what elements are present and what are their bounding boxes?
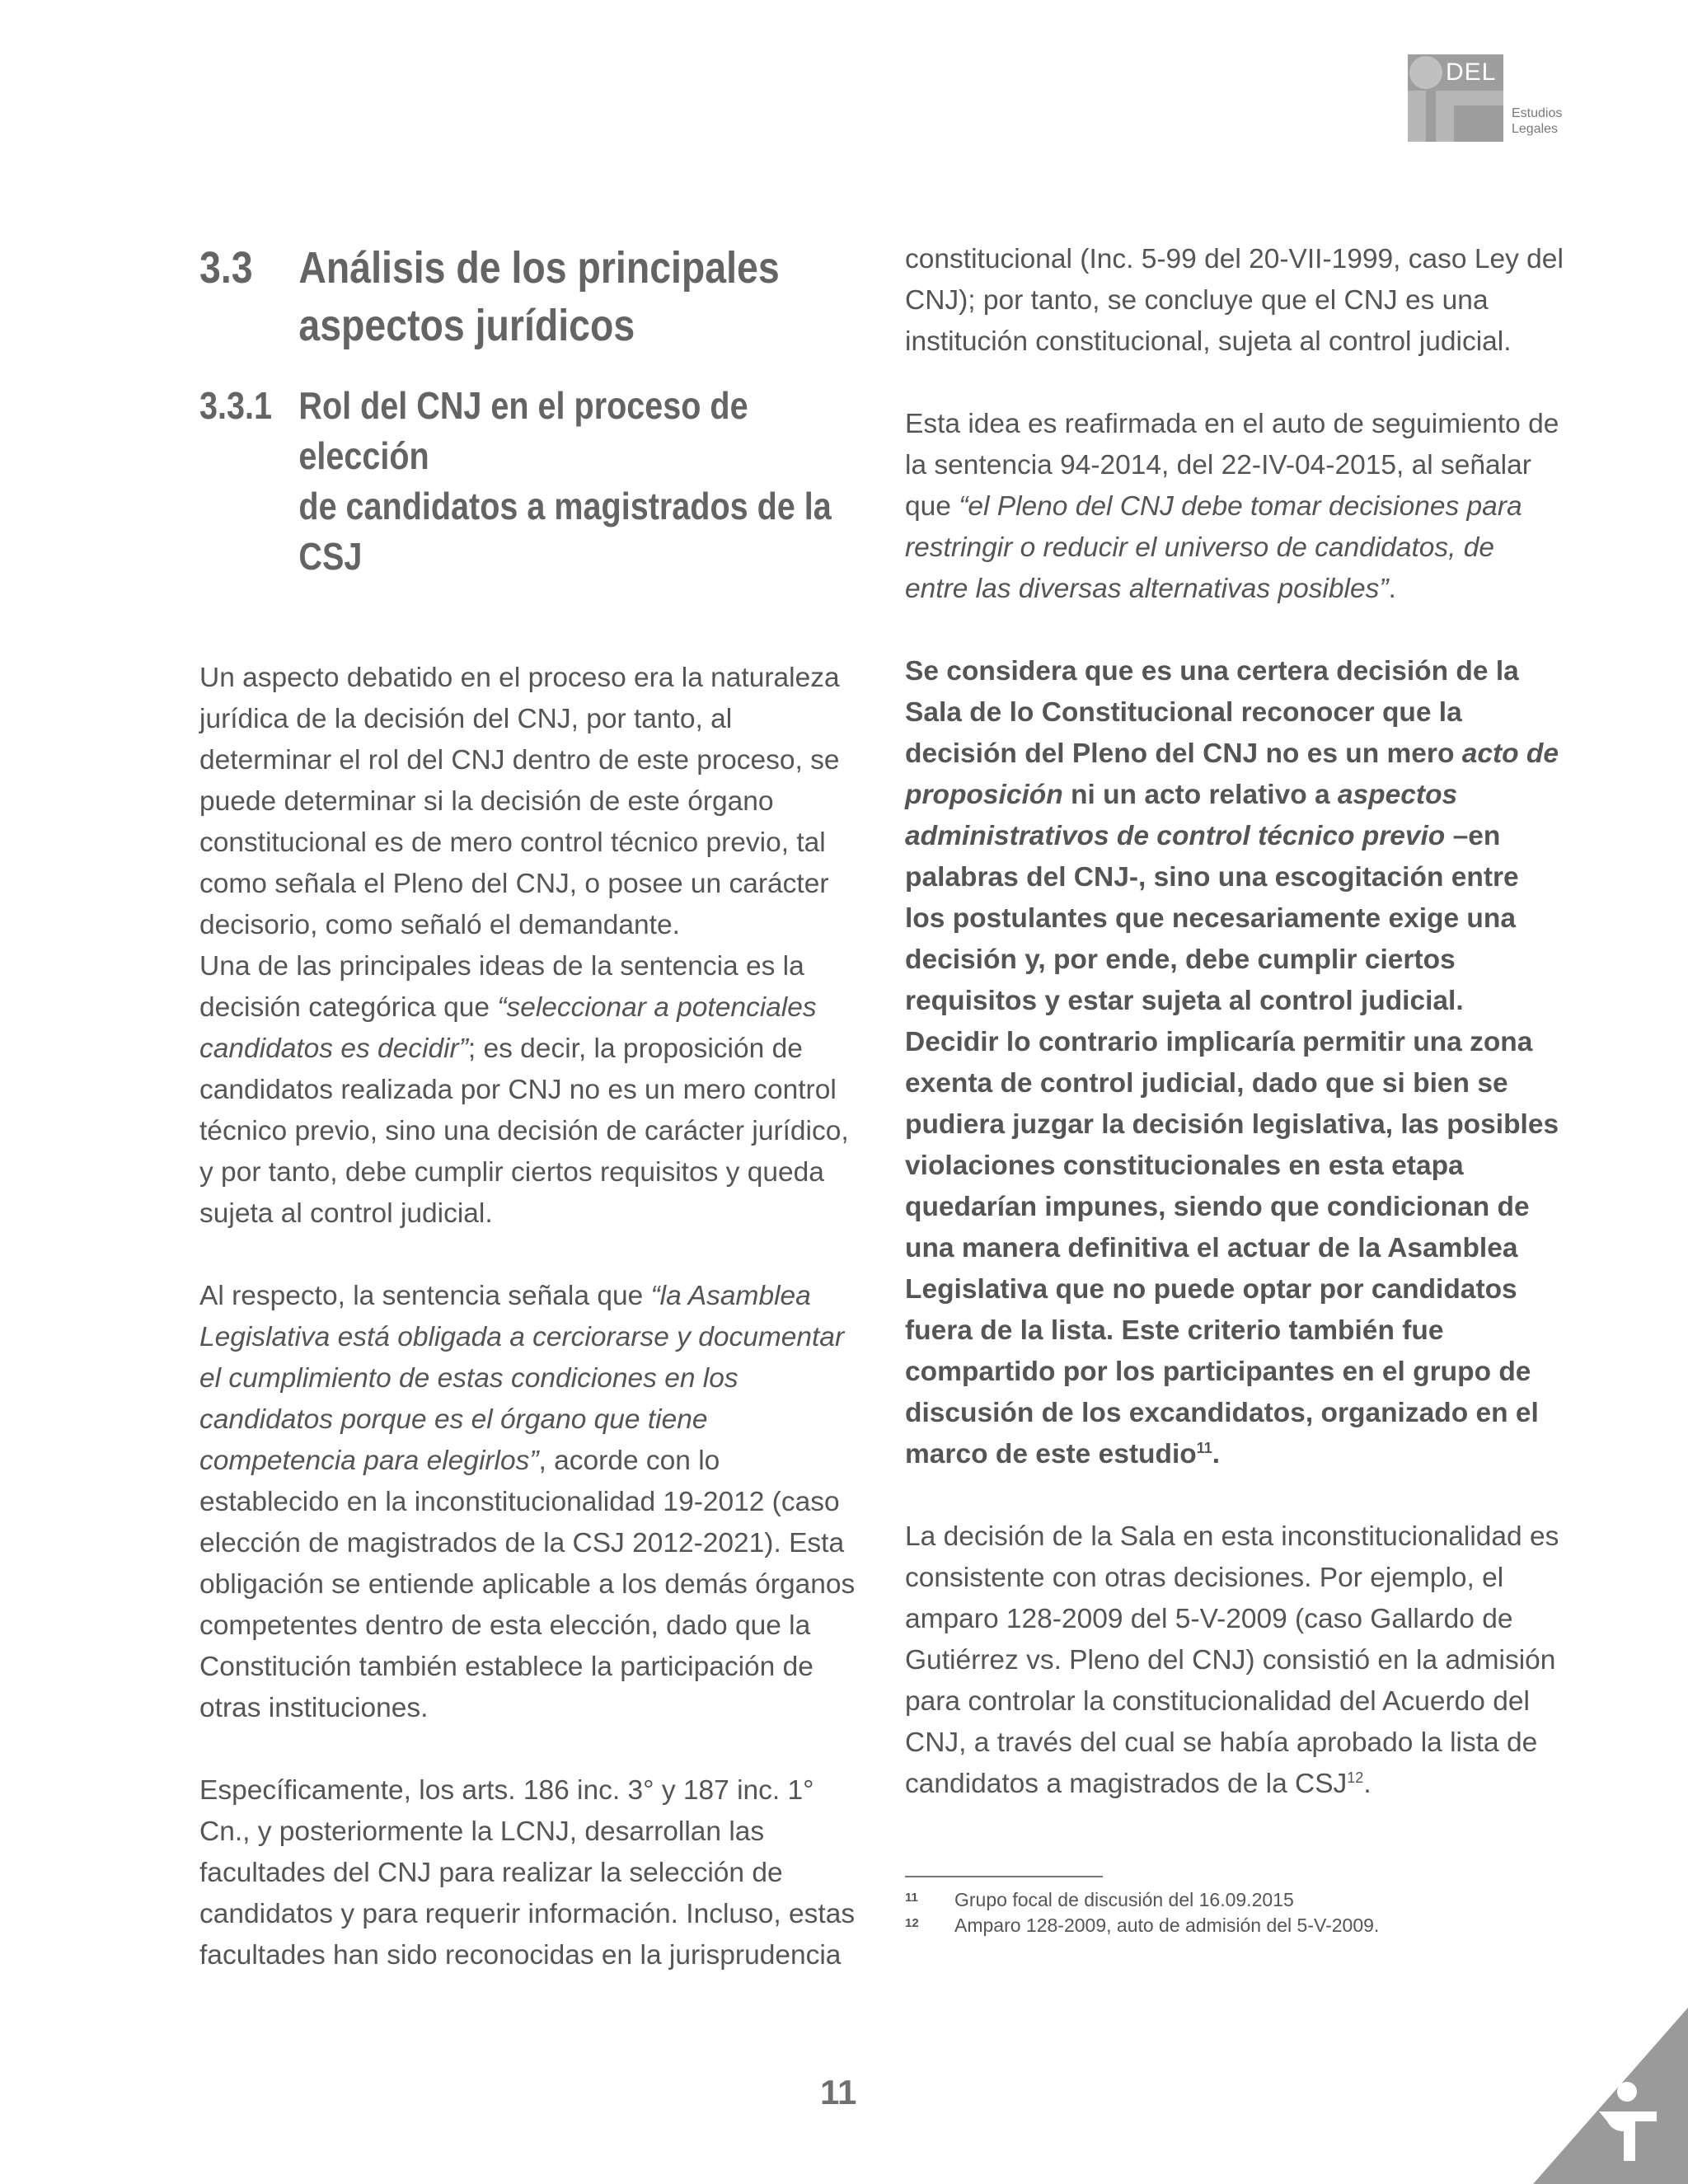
paragraph: Esta idea es reafirmada en el auto de seguimiento de la sentencia 94-2014, del 22-IV-04-2015, al señalar que “el Pleno del CNJ debe tomar decisiones para restringir o reducir el universo de candidatos, de entre las diversas alternativas posibles”. xyxy=(905,409,1559,604)
footnote-ref[interactable]: 11 xyxy=(1196,1439,1212,1456)
footnote: 11 Grupo focal de discusión del 16.09.2015 xyxy=(905,1889,1294,1910)
logo-subtitle: Estudios Legales xyxy=(1512,106,1563,136)
quote: “seleccionar a potenciales candidatos es decidir” xyxy=(199,992,817,1064)
logo-del-text: DEL xyxy=(1446,59,1497,86)
quote: “el Pleno del CNJ debe tomar decisiones para restringir o reducir el universo de candidatos, de entre las diversas alternativas posibles” xyxy=(905,491,1522,604)
subsection-heading-3-3-1: 3.3.1 Rol del CNJ en el proceso de elección de candidatos a magistrados de la CSJ xyxy=(199,381,865,582)
section-number: 3.3 xyxy=(199,243,253,293)
section-heading-3-3: 3.3 Análisis de los principales aspectos jurídicos xyxy=(199,239,851,354)
highlighted-paragraph: Se considera que es una certera decisión de la Sala de lo Constitucional reconocer que la decisión del Pleno del CNJ no es un mero acto de proposición ni un acto relativo a aspectos administrativos de control técnico previo –en palabras del CNJ-, sino una escogitación entre los postulantes que necesariamente exige una decisión y, por ende, debe cumplir ciertos requisitos y estar sujeta al control judicial. Decidir lo contrario implicaría permitir una zona exenta de control judicial, dado que si bien se pudiera juzgar la decisión legislativa, las posibles violaciones constitucionales en esta etapa quedarían impunes, siendo que condicionan de una manera definitiva el actuar de la Asamblea Legislativa que no puede optar por candidatos fuera de la lista. Este criterio también fue compartido por los participantes en el grupo de discusión de los excandidatos, organizado en el marco de este estudio$^{11}$. xyxy=(905,656,1559,1469)
footnote: 12 Amparo 128-2009, auto de admisión del 5-V-2009. xyxy=(905,1915,1380,1936)
corner-logo-icon xyxy=(1533,2008,1688,2184)
paragraph: Específicamente, los arts. 186 inc. 3° y 187 inc. 1° Cn., y posteriormente la LCNJ, desarrollan las facultades del CNJ para realizar la selección de candidatos y para requerir información. Incluso, estas facultades han sido reconocidas en la jurisprudencia xyxy=(199,1775,856,1971)
paragraph: constitucional (Inc. 5-99 del 20-VII-1999, caso Ley del CNJ); por tanto, se concluye que el CNJ es una institución constitucional, sujeta al control judicial. xyxy=(905,244,1564,357)
subsection-number: 3.3.1 xyxy=(199,384,272,427)
footnote-divider xyxy=(905,1876,1103,1877)
paragraph: Al respecto, la sentencia señala que “la Asamblea Legislativa está obligada a cerciorarse y documentar el cumplimiento de estas condiciones en los candidatos porque es el órgano que tiene competencia para elegirlos”, acorde con lo establecido en la inconstitucionalidad 19-2012 (caso elección de magistrados de la CSJ 2012-2021). Esta obligación se entiende aplicable a los demás órganos competentes dentro de esta elección, dado que la Constitución también establece la participación de otras instituciones. xyxy=(199,1281,856,1723)
footnote-ref[interactable]: 12 xyxy=(1347,1769,1364,1786)
paragraph: Una de las principales ideas de la sentencia es la decisión categórica que “seleccionar a potenciales candidatos es decidir”; es decir, la proposición de candidatos realizada por CNJ no es un mero control técnico previo, sino una decisión de carácter jurídico, y por tanto, debe cumplir ciertos requisitos y queda sujeta al control judicial. xyxy=(199,951,849,1229)
quote: “la Asamblea Legislativa está obligada a cerciorarse y documentar el cumplimiento de estas condiciones en los candidatos porque es el órgano que tiene competencia para elegirlos” xyxy=(199,1281,845,1476)
del-logo xyxy=(1408,54,1573,145)
left-column xyxy=(199,239,859,1976)
right-column xyxy=(905,239,1564,1938)
paragraph: Un aspecto debatido en el proceso era la naturaleza jurídica de la decisión del CNJ, por tanto, al determinar el rol del CNJ dentro de este proceso, se puede determinar si la decisión de este órgano constitucional es de mero control técnico previo, tal como señala el Pleno del CNJ, o posee un carácter decisorio, como señaló el demandante. xyxy=(199,663,840,940)
page-number: 11 xyxy=(820,2073,857,2111)
paragraph: La decisión de la Sala en esta inconstitucionalidad es consistente con otras decisiones. Por ejemplo, el amparo 128-2009 del 5-V-2009 (caso Gallardo de Gutiérrez vs. Pleno del CNJ) consistió en la admisión para controlar la constitucionalidad del Acuerdo del CNJ, a través del cual se había aprobado la lista de candidatos a magistrados de la CSJ$^{12}$. xyxy=(905,1521,1559,1799)
